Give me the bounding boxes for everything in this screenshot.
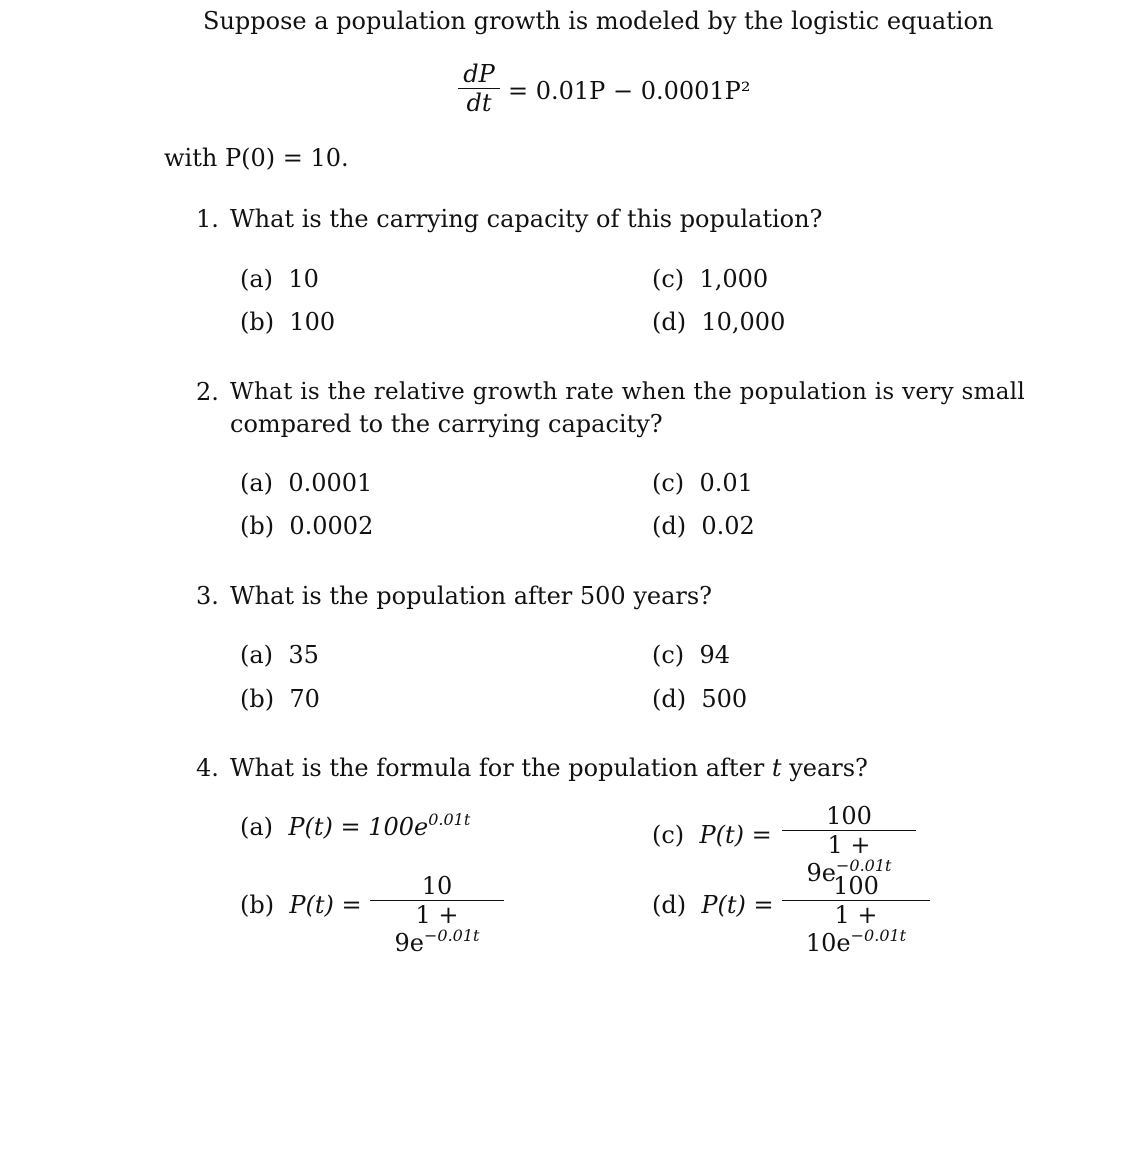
formula-lhs: P(t) = [701, 891, 774, 919]
option-label: (b) [240, 308, 275, 336]
option-label: (d) [652, 685, 687, 713]
option-label: (a) [240, 265, 274, 293]
q1-option-d [652, 307, 785, 337]
denominator-exponent: −0.01t [424, 926, 480, 945]
fraction-numerator: 100 [833, 872, 879, 900]
option-value: 0.0002 [289, 512, 374, 540]
option-label: (d) [652, 512, 687, 540]
option-label: (d) [652, 891, 687, 919]
question-4-text-var: t [771, 754, 782, 782]
q4-option-c [652, 820, 772, 850]
option-label: (b) [240, 891, 275, 919]
option-value: 35 [288, 641, 319, 669]
derivative-fraction [458, 60, 500, 117]
formula-lhs: P(t) = [289, 891, 362, 919]
option-value: 1,000 [699, 265, 769, 293]
question-4-text-after: years? [789, 754, 868, 782]
intro-sentence: Suppose a population growth is modeled by the logistic equation [203, 7, 994, 35]
q4-option-a [240, 812, 470, 845]
q1-option-b [240, 307, 335, 337]
option-value: 100 [289, 308, 336, 336]
denominator-exponent: −0.01t [836, 856, 892, 875]
option-value: 0.02 [701, 512, 755, 540]
option-value: 500 [701, 685, 748, 713]
option-label: (a) [240, 469, 274, 497]
option-label: (c) [652, 641, 685, 669]
q4d-fraction [782, 872, 930, 960]
fraction-denominator [370, 901, 504, 960]
option-label: (c) [652, 265, 685, 293]
question-1-number: 1. [196, 205, 219, 233]
q1-option-a [240, 264, 319, 294]
option-label: (b) [240, 512, 275, 540]
question-4-number: 4. [196, 754, 219, 782]
fraction-numerator: 100 [826, 802, 872, 830]
option-label: (c) [652, 821, 685, 849]
q4-option-d [652, 890, 774, 920]
option-value: 0.0001 [288, 469, 373, 497]
q2-option-c [652, 468, 753, 498]
formula-lhs: P(t) = 100e [288, 813, 429, 841]
derivative-denominator: dt [466, 89, 492, 117]
equation-rhs: = 0.01P − 0.0001P² [508, 77, 751, 105]
option-label: (c) [652, 469, 685, 497]
question-2-number: 2. [196, 378, 219, 406]
question-3-number: 3. [196, 582, 219, 610]
fraction-denominator [782, 901, 930, 960]
q3-option-c [652, 640, 730, 670]
formula-lhs: P(t) = [699, 821, 772, 849]
q4-option-b [240, 890, 362, 920]
option-value: 94 [699, 641, 730, 669]
q1-option-c [652, 264, 768, 294]
q2-option-b [240, 511, 373, 541]
option-label: (b) [240, 685, 275, 713]
q3-option-b [240, 684, 320, 714]
denominator-base: 1 + 9e [394, 901, 459, 957]
question-4-text [230, 753, 868, 783]
formula-exponent: 0.01t [428, 810, 471, 829]
option-label: (a) [240, 641, 274, 669]
question-2-text-line2: compared to the carrying capacity? [230, 410, 663, 438]
question-3-text: What is the population after 500 years? [230, 582, 713, 610]
denominator-base: 1 + 9e [806, 831, 871, 887]
q3-option-a [240, 640, 319, 670]
option-value: 0.01 [699, 469, 753, 497]
fraction-numerator: 10 [421, 872, 453, 900]
question-1-text: What is the carrying capacity of this population? [230, 205, 823, 233]
q4b-fraction [370, 872, 504, 960]
denominator-base: 1 + 10e [805, 901, 878, 957]
derivative-numerator: dP [463, 60, 495, 88]
option-label: (d) [652, 308, 687, 336]
question-4-text-before: What is the formula for the population after [230, 754, 765, 782]
q2-option-a [240, 468, 372, 498]
option-label: (a) [240, 813, 274, 841]
option-value: 70 [289, 685, 320, 713]
option-value: 10,000 [701, 308, 786, 336]
option-value: 10 [288, 265, 319, 293]
q3-option-d [652, 684, 747, 714]
question-2-text-line1: What is the relative growth rate when the population is very small [230, 379, 1026, 405]
q2-option-d [652, 511, 755, 541]
denominator-exponent: −0.01t [850, 926, 907, 945]
initial-condition: with P(0) = 10. [164, 144, 349, 172]
